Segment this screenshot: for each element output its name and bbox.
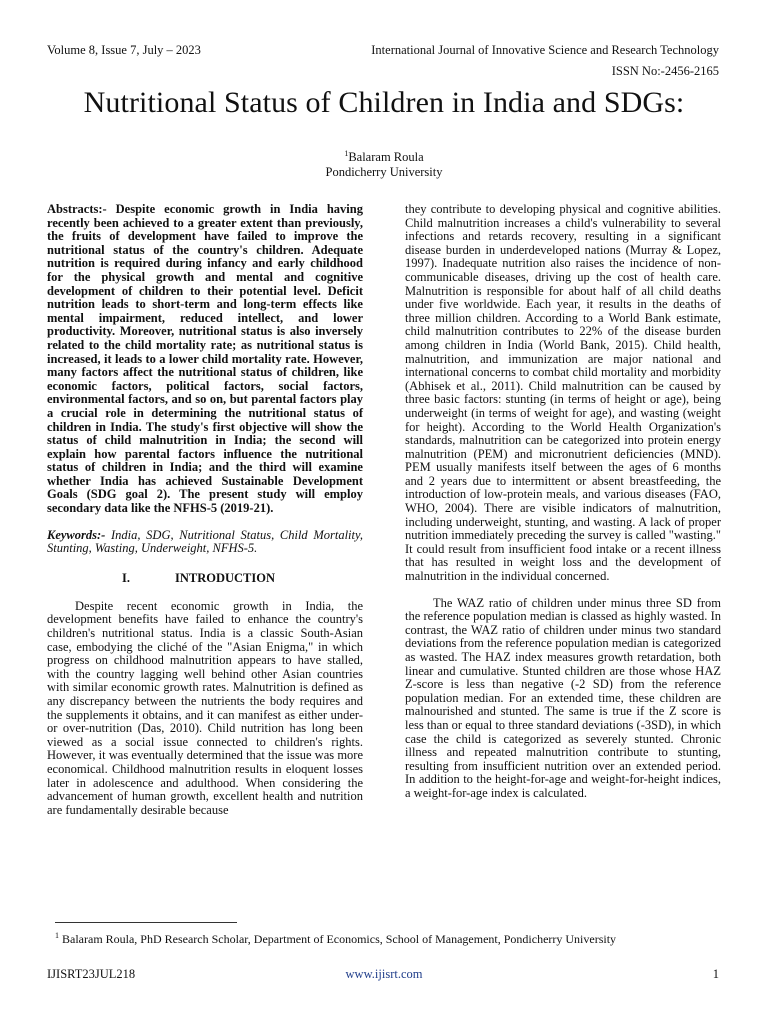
intro-paragraph: Despite recent economic growth in India, the development benefits have failed to enhance the country's children's nutritional status. India is a classic South-Asian case, embodying the cliché of the "Asian Enigma," in which progress on childhood malnutrition appears to have stalled, with the country lagging well behind other Asian countries with similar economic growth rates. Malnutrition is defined as any discrepancy between the nutrients the body requires and the supplements it obtains, and it can manifest as either under-or over-nutrition (Das, 2010). Child nutrition has long been viewed as a social issue connected to children's rights. However, it was eventually determined that the issue was more economical. Childhood malnutrition results in eloquent losses later in adolescence and adulthood. When considering the advancement of human growth, excellent health and nutrition are fundamentally desirable because <box>47 598 363 817</box>
keywords-text: India, SDG, Nutritional Status, Child Mortality, Stunting, Wasting, Underweight, NFHS-5. <box>47 527 363 556</box>
author-block <box>0 146 768 180</box>
author-footnote-marker: 1 <box>344 149 349 158</box>
section-number: I. <box>122 570 130 585</box>
author-name-line <box>0 146 768 165</box>
footnote-marker: 1 <box>55 931 59 940</box>
right-column <box>405 203 721 801</box>
footnote-divider <box>55 922 237 923</box>
header-journal-name: International Journal of Innovative Science and Research Technology <box>371 43 719 57</box>
header-issn: ISSN No:-2456-2165 <box>611 64 719 78</box>
author-affiliation: Pondicherry University <box>325 165 443 180</box>
abstract-paragraph: Abstracts:- Despite economic growth in India having recently been achieved to a greater extent than previously, the fruits of development have failed to improve the nutritional status of the country's children. Adequate nutrition is required during infancy and early childhood for the physical growth and mental and cognitive development of children to their potential level. Deficit nutrition leads to short-term and long-term effects like mental impairment, reduced intellect, and lower productivity. Moreover, nutritional status is also inversely related to the child mortality rate; as nutritional status is increased, it leads to a lower child mortality rate. However, many factors affect the nutritional status of children, like economic factors, political factors, social factors, environmental factors, and so on, but parental factors play a crucial role in determining the nutritional status of children in India. The study's first objective will show the status of child malnutrition in India; the second will explain how parental factors influence the nutritional status of children in India; and the third will examine whether India has achieved Sustainable Development Goals (SDG goal 2). The present study will employ secondary data like the NFHS-5 (2019-21). <box>47 202 363 516</box>
body-paragraph-waz: The WAZ ratio of children under minus three SD from the reference population median is classed as highly wasted. In contrast, the WAZ ratio of children under minus two standard deviations from the reference population median is categorized as wasted. The HAZ index measures growth retardation, both linear and cumulative. Stunted children are those whose HAZ Z-score is less than negative (-2 SD) from the reference population median. For an extended time, these children are malnourished and stunted. The same is true if the Z score is less than or equal to three standard deviations (-3SD), in which case the child is categorized as severely stunted. Chronic illness and repeated malnutrition contribute to stunting, resulting from insufficient nutrition over an extended period. In addition to the height-for-age and weight-for-height indices, a weight-for-age index is calculated. <box>405 595 721 800</box>
footnote-text: Balaram Roula, PhD Research Scholar, Department of Economics, School of Management, Pondicherry University <box>59 932 617 946</box>
footer-page-number: 1 <box>712 967 719 981</box>
section-title: INTRODUCTION <box>175 570 276 585</box>
header-volume: Volume 8, Issue 7, July – 2023 <box>47 43 201 57</box>
footer-paper-id: IJISRT23JUL218 <box>47 967 136 981</box>
footer-website-link[interactable]: www.ijisrt.com <box>345 967 423 981</box>
keywords-paragraph <box>47 529 363 556</box>
body-paragraph-continued: they contribute to developing physical and cognitive abilities. Child malnutrition increases a child's vulnerability to several infections and retards recovery, resulting in a significant disease burden in underdeveloped nations (Murray & Lopez, 1997). Inadequate nutrition also raises the incidence of non-communicable diseases, driving up the cost of health care. Malnutrition is responsible for about half of all child deaths under five worldwide. Each year, it results in the deaths of three million children. According to a World Bank estimate, child malnutrition contributes to 22% of the disease burden among children in India (World Bank, 2015). Child health, malnutrition, and immunization are major national and international concerns to combat child mortality and morbidity (Abhisek et al., 2011). Child malnutrition can be caused by three basic factors: stunting (in terms of height or age), being underweight (in terms of weight for age), and wasting (weight for height). According to the World Health Organization's standards, malnutrition can be categorized into protein energy malnutrition (PEM) and micronutrient deficiencies (MND). PEM usually manifests itself between the ages of 6 months and 2 years due to intermittent or absent breastfeeding, the introduction of low-protein meals, and various diseases (FAO, WHO, 2004). There are visible indicators of malnutrition, including underweight, stunting, and wasting. A lack of proper nutrition immediately preceding the survey is called "wasting." It could result from insufficient food intake or a recent illness that has resulted in weight loss and the development of malnutrition in the individual concerned. <box>405 202 721 584</box>
section-heading-introduction <box>47 572 363 586</box>
author-name: Balaram Roula <box>348 150 424 165</box>
paper-title: Nutritional Status of Children in India and SDGs: <box>83 86 685 119</box>
footnote <box>55 931 616 947</box>
keywords-label: Keywords:- <box>47 527 106 542</box>
left-column <box>47 203 363 817</box>
